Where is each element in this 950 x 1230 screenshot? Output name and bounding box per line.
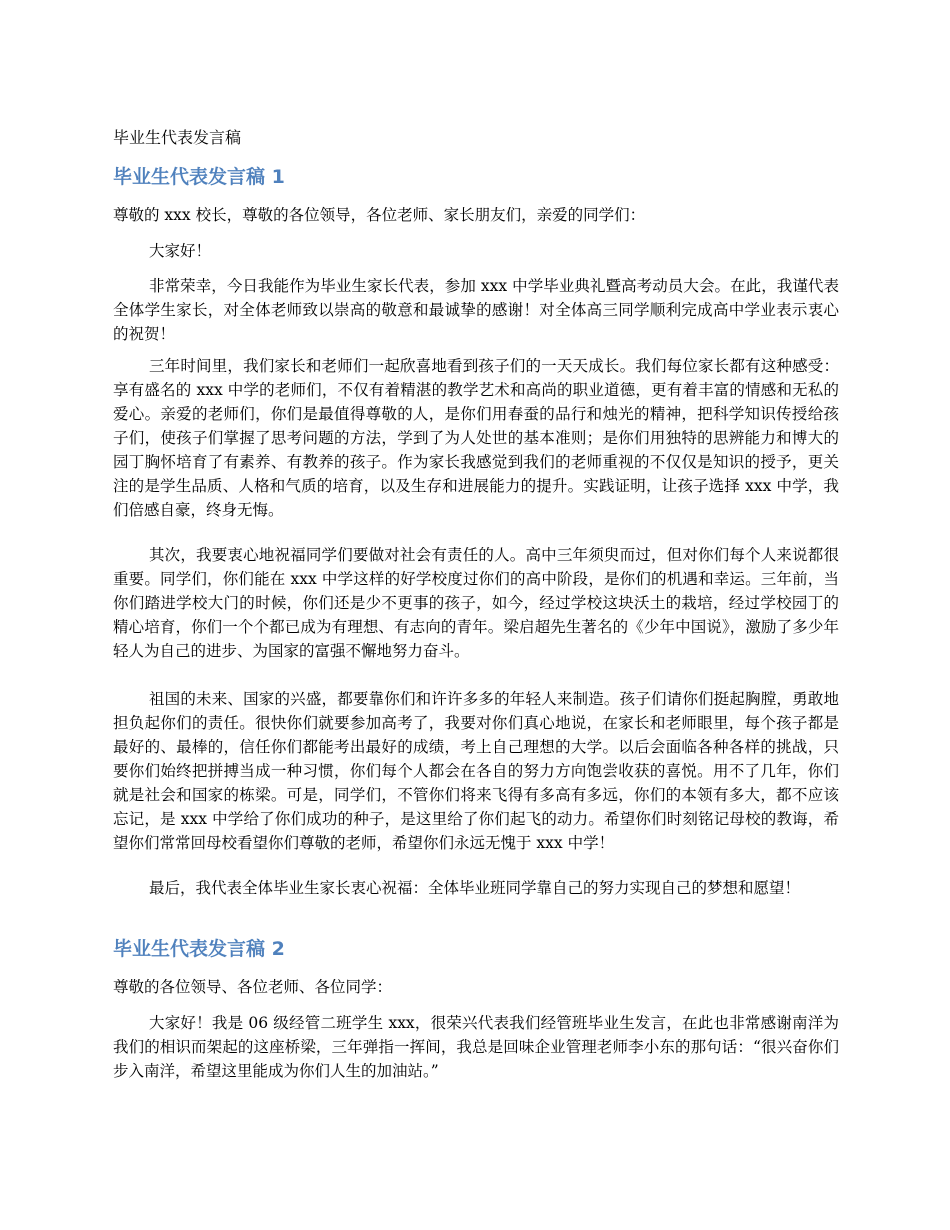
speech2-heading: 毕业生代表发言稿 2: [113, 938, 285, 960]
document-title: 毕业生代表发言稿: [113, 128, 242, 147]
speech1-paragraph: 非常荣幸，今日我能作为毕业生家长代表，参加 xxx 中学毕业典礼暨高考动员大会。在此，我谨代表全体学生家长，对全体老师致以崇高的敬意和最诚挚的感谢！对全体高三同学顺利完成高中学业表示衷心的祝贺！: [113, 277, 839, 343]
speech1-paragraph: 其次，我要衷心地祝福同学们要做对社会有责任的人。高中三年须臾而过，但对你们每个人来说都很重要。同学们，你们能在 xxx 中学这样的好学校度过你们的高中阶段，是你们的机遇和幸运。三年前，当你们踏进学校大门的时候，你们还是少不更事的孩子，如今，经过学校这块沃土的栽培，经过学校园丁的精心培育，你们一个个都已成为有理想、有志向的青年。梁启超先生著名的《少年中国说》，激励了多少年轻人为自己的进步、为国家的富强不懈地努力奋斗。: [113, 546, 839, 660]
speech1-heading: 毕业生代表发言稿 1: [113, 166, 285, 188]
speech1-paragraph: 大家好！: [149, 242, 212, 260]
speech1-paragraph: 祖国的未来、国家的兴盛，都要靠你们和许许多多的年轻人来制造。孩子们请你们挺起胸膛，勇敢地担负起你们的责任。很快你们就要参加高考了，我要对你们真心地说，在家长和老师眼里，每个孩子都是最好的、最棒的，信任你们都能考出最好的成绩，考上自己理想的大学。以后会面临各种各样的挑战，只要你们始终把拼搏当成一种习惯，你们每个人都会在各自的努力方向饱尝收获的喜悦。用不了几年，你们就是社会和国家的栋梁。可是，同学们，不管你们将来飞得有多高有多远，你们的本领有多大，都不应该忘记，是 xxx 中学给了你们成功的种子，是这里给了你们起飞的动力。希望你们时刻铭记母校的教诲，希望你们常常回母校看望你们尊敬的老师，希望你们永远无愧于 xxx 中学！: [113, 690, 839, 852]
speech1-paragraph: 三年时间里，我们家长和老师们一起欣喜地看到孩子们的一天天成长。我们每位家长都有这种感受：享有盛名的 xxx 中学的老师们，不仅有着精湛的教学艺术和高尚的职业道德，更有着丰富的情感和无私的爱心。亲爱的老师们，你们是最值得尊敬的人，是你们用春蚕的品行和烛光的精神，把科学知识传授给孩子们，使孩子们掌握了思考问题的方法，学到了为人处世的基本准则；是你们用独特的思辨能力和博大的园丁胸怀培育了有素养、有教养的孩子。作为家长我感觉到我们的老师重视的不仅仅是知识的授予，更关注的是学生品质、人格和气质的培育，以及生存和进展能力的提升。实践证明，让孩子选择 xxx 中学，我们倍感自豪，终身无悔。: [113, 357, 839, 519]
speech2-paragraph: 大家好！我是 06 级经管二班学生 xxx，很荣兴代表我们经管班毕业生发言，在此也非常感谢南洋为我们的相识而架起的这座桥梁，三年弹指一挥间，我总是回味企业管理老师李小东的那句话：“很兴奋你们步入南洋，希望这里能成为你们人生的加油站。”: [113, 1014, 839, 1080]
speech1-salutation: 尊敬的 xxx 校长，尊敬的各位领导，各位老师、家长朋友们，亲爱的同学们：: [113, 206, 646, 224]
speech2-salutation: 尊敬的各位领导、各位老师、各位同学：: [113, 978, 393, 996]
speech1-paragraph: 最后，我代表全体毕业生家长衷心祝福：全体毕业班同学靠自己的努力实现自己的梦想和愿望！: [149, 879, 801, 897]
